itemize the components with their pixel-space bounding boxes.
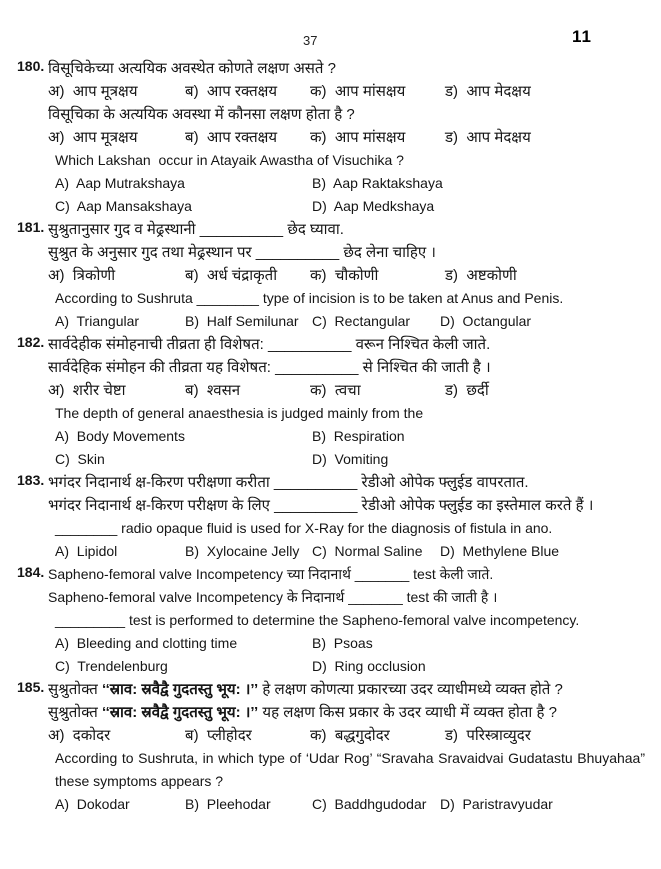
option-item: क) आप मांसक्षय bbox=[310, 83, 406, 100]
questions-list bbox=[0, 57, 661, 816]
question-line bbox=[48, 609, 645, 632]
question-text: Sapheno-femoral valve Incompetency के निदानार्थ _______ test की जाती है । bbox=[48, 589, 498, 605]
question-text: सुश्रुत के अनुसार गुद तथा मेढ्रस्थान पर __________ छेद लेना चाहिए । bbox=[48, 244, 436, 261]
page-number: 11 bbox=[572, 27, 592, 46]
options-row bbox=[48, 793, 645, 816]
options-row bbox=[48, 655, 645, 678]
option-item: C) Skin bbox=[55, 451, 105, 467]
question-line bbox=[48, 402, 645, 425]
options-row bbox=[48, 172, 645, 195]
question-line bbox=[48, 356, 645, 379]
options-row bbox=[48, 724, 645, 747]
question-block bbox=[0, 218, 661, 333]
options-row bbox=[48, 195, 645, 218]
question-text: भगंदर निदानार्थ क्ष-किरण परीक्षण के लिए __________ रेडीओ ओपेक फ्लुईड का इस्तेमाल करते हैं । bbox=[48, 497, 594, 514]
options-row bbox=[48, 80, 645, 103]
option-item: क) आप मांसक्षय bbox=[310, 129, 406, 146]
option-item: अ) शरीर चेष्टा bbox=[48, 382, 126, 399]
options-row bbox=[48, 425, 645, 448]
question-text: हे लक्षण कोणत्या प्रकारच्या उदर व्याधीमध्ये व्यक्त होते ? bbox=[258, 681, 563, 698]
question-text: ‘‘स्राव: स्रवैद्वै गुदतस्तु भूय: ।’’ bbox=[101, 681, 259, 698]
option-item: C) Normal Saline bbox=[312, 543, 423, 559]
option-item: D) Aap Medkshaya bbox=[312, 198, 435, 214]
question-text: सुश्रुतानुसार गुद व मेढ्रस्थानी __________ छेद घ्यावा. bbox=[48, 221, 344, 238]
option-item: A) Bleeding and clotting time bbox=[55, 635, 238, 651]
option-item: अ) त्रिकोणी bbox=[48, 267, 116, 284]
question-text: According to Sushruta, in which type of ‘Udar Rog’ “Sravaha Sravaidvai Gudatastu Bhuyahaa” these symptoms appears ? bbox=[55, 750, 649, 789]
option-item: क) चौकोणी bbox=[310, 267, 379, 284]
option-item: C) Aap Mansakshaya bbox=[55, 198, 192, 214]
question-text: विसूचिका के अत्ययिक अवस्था में कौनसा लक्षण होता है ? bbox=[48, 106, 355, 123]
option-item: A) Aap Mutrakshaya bbox=[55, 175, 185, 191]
question-number: 180. bbox=[17, 58, 45, 74]
question-text: सार्वदेहिक संमोहन की तीव्रता यह विशेषत: __________ से निश्चित की जाती है । bbox=[48, 359, 491, 376]
option-item: अ) दकोदर bbox=[48, 727, 111, 744]
sheet-number: 37 bbox=[303, 33, 318, 48]
question-block bbox=[0, 678, 661, 816]
option-item: अ) आप मूत्रक्षय bbox=[48, 129, 138, 146]
question-line bbox=[48, 494, 645, 517]
question-line bbox=[48, 563, 645, 586]
question-line bbox=[48, 333, 645, 356]
question-number: 182. bbox=[17, 334, 45, 350]
question-text: Sapheno-femoral valve Incompetency च्या निदानार्थ _______ test केली जाते. bbox=[48, 566, 494, 582]
option-item: ब) आप रक्तक्षय bbox=[185, 83, 278, 100]
option-item: D) Ring occlusion bbox=[312, 658, 426, 674]
question-line bbox=[48, 701, 645, 724]
question-text: The depth of general anaesthesia is judged mainly from the bbox=[55, 405, 424, 421]
question-block bbox=[0, 563, 661, 678]
question-line bbox=[48, 218, 645, 241]
option-item: ड) आप मेदक्षय bbox=[445, 129, 531, 146]
option-item: ब) श्वसन bbox=[185, 382, 241, 399]
question-line bbox=[48, 747, 649, 793]
question-line bbox=[48, 471, 645, 494]
question-text: विसूचिकेच्या अत्ययिक अवस्थेत कोणते लक्षण असते ? bbox=[48, 60, 336, 77]
options-row bbox=[48, 126, 645, 149]
question-text: यह लक्षण किस प्रकार के उदर व्याधी में व्यक्त होता है ? bbox=[258, 704, 557, 721]
option-item: A) Body Movements bbox=[55, 428, 185, 444]
option-item: ड) छर्दी bbox=[445, 382, 489, 399]
question-text: सुश्रुतोक्त bbox=[48, 681, 102, 698]
options-row bbox=[48, 632, 645, 655]
option-item: ड) आप मेदक्षय bbox=[445, 83, 531, 100]
question-text: भगंदर निदानार्थ क्ष-किरण परीक्षणा करीता __________ रेडीओ ओपेक फ्लुईड वापरतात. bbox=[48, 474, 529, 491]
options-row bbox=[48, 379, 645, 402]
option-item: B) Respiration bbox=[312, 428, 405, 444]
option-item: अ) आप मूत्रक्षय bbox=[48, 83, 138, 100]
question-line bbox=[48, 241, 645, 264]
option-item: ड) अष्टकोणी bbox=[445, 267, 517, 284]
question-block bbox=[0, 471, 661, 563]
option-item: D) Octangular bbox=[440, 313, 532, 329]
page-header bbox=[0, 0, 661, 57]
option-item: ब) अर्ध चंद्राकृती bbox=[185, 267, 278, 284]
question-line bbox=[48, 149, 645, 172]
option-item: C) Baddhgudodar bbox=[312, 796, 427, 812]
option-item: ड) परिस्त्राव्युदर bbox=[445, 727, 531, 744]
option-item: B) Aap Raktakshaya bbox=[312, 175, 443, 191]
options-row bbox=[48, 448, 645, 471]
question-text: सुश्रुतोक्त bbox=[48, 704, 102, 721]
question-number: 181. bbox=[17, 219, 45, 235]
question-text: _________ test is performed to determine the Sapheno-femoral valve incompetency. bbox=[55, 612, 580, 628]
question-text: सार्वदेहीक संमोहनाची तीव्रता ही विशेषत: __________ वरून निश्चित केली जाते. bbox=[48, 336, 491, 353]
option-item: D) Vomiting bbox=[312, 451, 389, 467]
option-item: ब) आप रक्तक्षय bbox=[185, 129, 278, 146]
question-line bbox=[48, 57, 645, 80]
option-item: A) Lipidol bbox=[55, 543, 118, 559]
question-text: ‘‘स्राव: स्रवैद्वै गुदतस्तु भूय: ।’’ bbox=[101, 704, 259, 721]
option-item: B) Half Semilunar bbox=[185, 313, 299, 329]
option-item: C) Rectangular bbox=[312, 313, 411, 329]
option-item: क) बद्धगुदोदर bbox=[310, 727, 390, 744]
question-line bbox=[48, 287, 645, 310]
question-text: According to Sushruta ________ type of incision is to be taken at Anus and Penis. bbox=[55, 290, 564, 306]
option-item: A) Triangular bbox=[55, 313, 140, 329]
question-line bbox=[48, 678, 645, 701]
options-row bbox=[48, 310, 645, 333]
question-number: 184. bbox=[17, 564, 45, 580]
option-item: ब) प्लीहोदर bbox=[185, 727, 252, 744]
options-row bbox=[48, 540, 645, 563]
option-item: A) Dokodar bbox=[55, 796, 130, 812]
option-item: C) Trendelenburg bbox=[55, 658, 168, 674]
question-number: 183. bbox=[17, 472, 45, 488]
option-item: D) Paristravyudar bbox=[440, 796, 553, 812]
question-block bbox=[0, 57, 661, 218]
question-block bbox=[0, 333, 661, 471]
option-item: B) Xylocaine Jelly bbox=[185, 543, 300, 559]
option-item: क) त्वचा bbox=[310, 382, 361, 399]
question-text: ________ radio opaque fluid is used for X-Ray for the diagnosis of fistula in ano. bbox=[55, 520, 553, 536]
question-number: 185. bbox=[17, 679, 45, 695]
option-item: B) Pleehodar bbox=[185, 796, 271, 812]
option-item: D) Methylene Blue bbox=[440, 543, 560, 559]
question-line bbox=[48, 103, 645, 126]
options-row bbox=[48, 264, 645, 287]
option-item: B) Psoas bbox=[312, 635, 373, 651]
question-text: Which Lakshan occur in Atayaik Awastha of Visuchika ? bbox=[55, 152, 404, 168]
question-line bbox=[48, 586, 645, 609]
question-line bbox=[48, 517, 645, 540]
